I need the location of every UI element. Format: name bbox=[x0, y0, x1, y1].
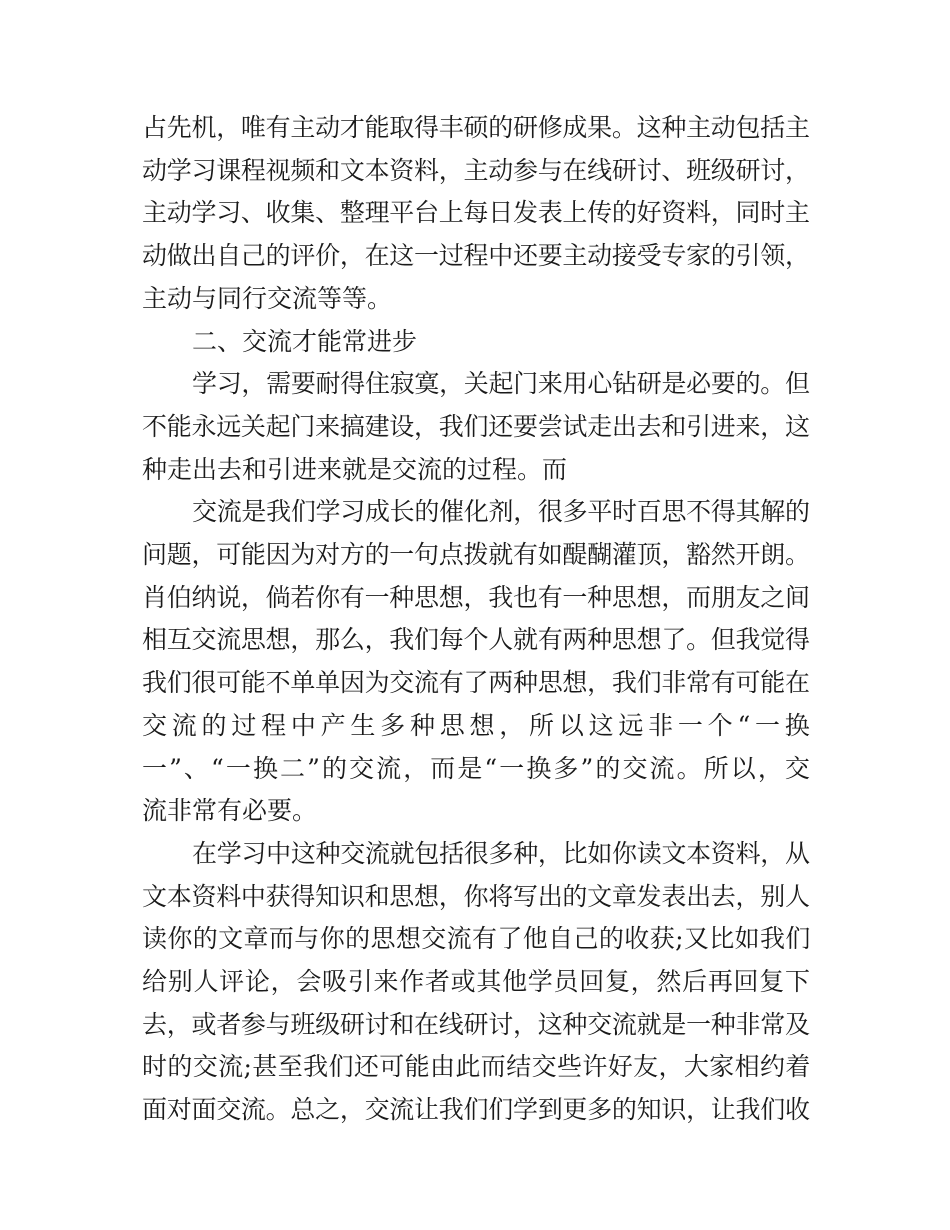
text-line: 读你的文章而与你的思想交流有了他自己的收获;又比如我们 bbox=[142, 924, 811, 953]
text-line: 流非常有必要。 bbox=[142, 796, 318, 825]
text-line: 主动与同行交流等等。 bbox=[142, 284, 393, 313]
text-line: 肖伯纳说，倘若你有一种思想，我也有一种思想，而朋友之间 bbox=[142, 583, 810, 612]
text-line: 文本资料中获得知识和思想，你将写出的文章发表出去，别人 bbox=[142, 882, 810, 911]
text-line: 占先机，唯有主动才能取得丰硕的研修成果。这种主动包括主 bbox=[142, 113, 810, 142]
text-line: 动做出自己的评价，在这一过程中还要主动接受专家的引领， bbox=[142, 241, 810, 270]
text-line: 去，或者参与班级研讨和在线研讨，这种交流就是一种非常及 bbox=[142, 1010, 810, 1039]
text-line: 面对面交流。总之，交流让我们们学到更多的知识，让我们收 bbox=[142, 1095, 810, 1124]
text-line: 给别人评论，会吸引来作者或其他学员回复，然后再回复下 bbox=[142, 967, 811, 996]
text-line: 种走出去和引进来就是交流的过程。而 bbox=[142, 455, 568, 484]
paragraph-first-line: 交流是我们学习成长的催化剂，很多平时百思不得其解的 bbox=[192, 497, 810, 526]
text-line: 问题，可能因为对方的一句点拨就有如醍醐灌顶，豁然开朗。 bbox=[142, 540, 810, 569]
text-line: 相互交流思想，那么，我们每个人就有两种思想了。但我觉得 bbox=[142, 625, 810, 654]
text-line: 时的交流;甚至我们还可能由此而结交些许好友，大家相约着 bbox=[142, 1052, 811, 1081]
paragraph-first-line: 在学习中这种交流就包括很多种，比如你读文本资料，从 bbox=[192, 839, 810, 868]
text-line: 我们很可能不单单因为交流有了两种思想，我们非常有可能在 bbox=[142, 668, 810, 697]
paragraph-first-line: 二、交流才能常进步 bbox=[192, 327, 418, 356]
text-line: 不能永远关起门来搞建设，我们还要尝试走出去和引进来，这 bbox=[142, 412, 810, 441]
text-line: 交流的过程中产生多种思想，所以这远非一个“一换 bbox=[142, 711, 815, 740]
text-line: 一”、“一换二”的交流，而是“一换多”的交流。所以，交 bbox=[142, 754, 812, 783]
text-line: 主动学习、收集、整理平台上每日发表上传的好资料，同时主 bbox=[142, 198, 810, 227]
text-line: 动学习课程视频和文本资料，主动参与在线研讨、班级研讨， bbox=[142, 156, 810, 185]
paragraph-first-line: 学习，需要耐得住寂寞，关起门来用心钻研是必要的。但 bbox=[192, 369, 810, 398]
